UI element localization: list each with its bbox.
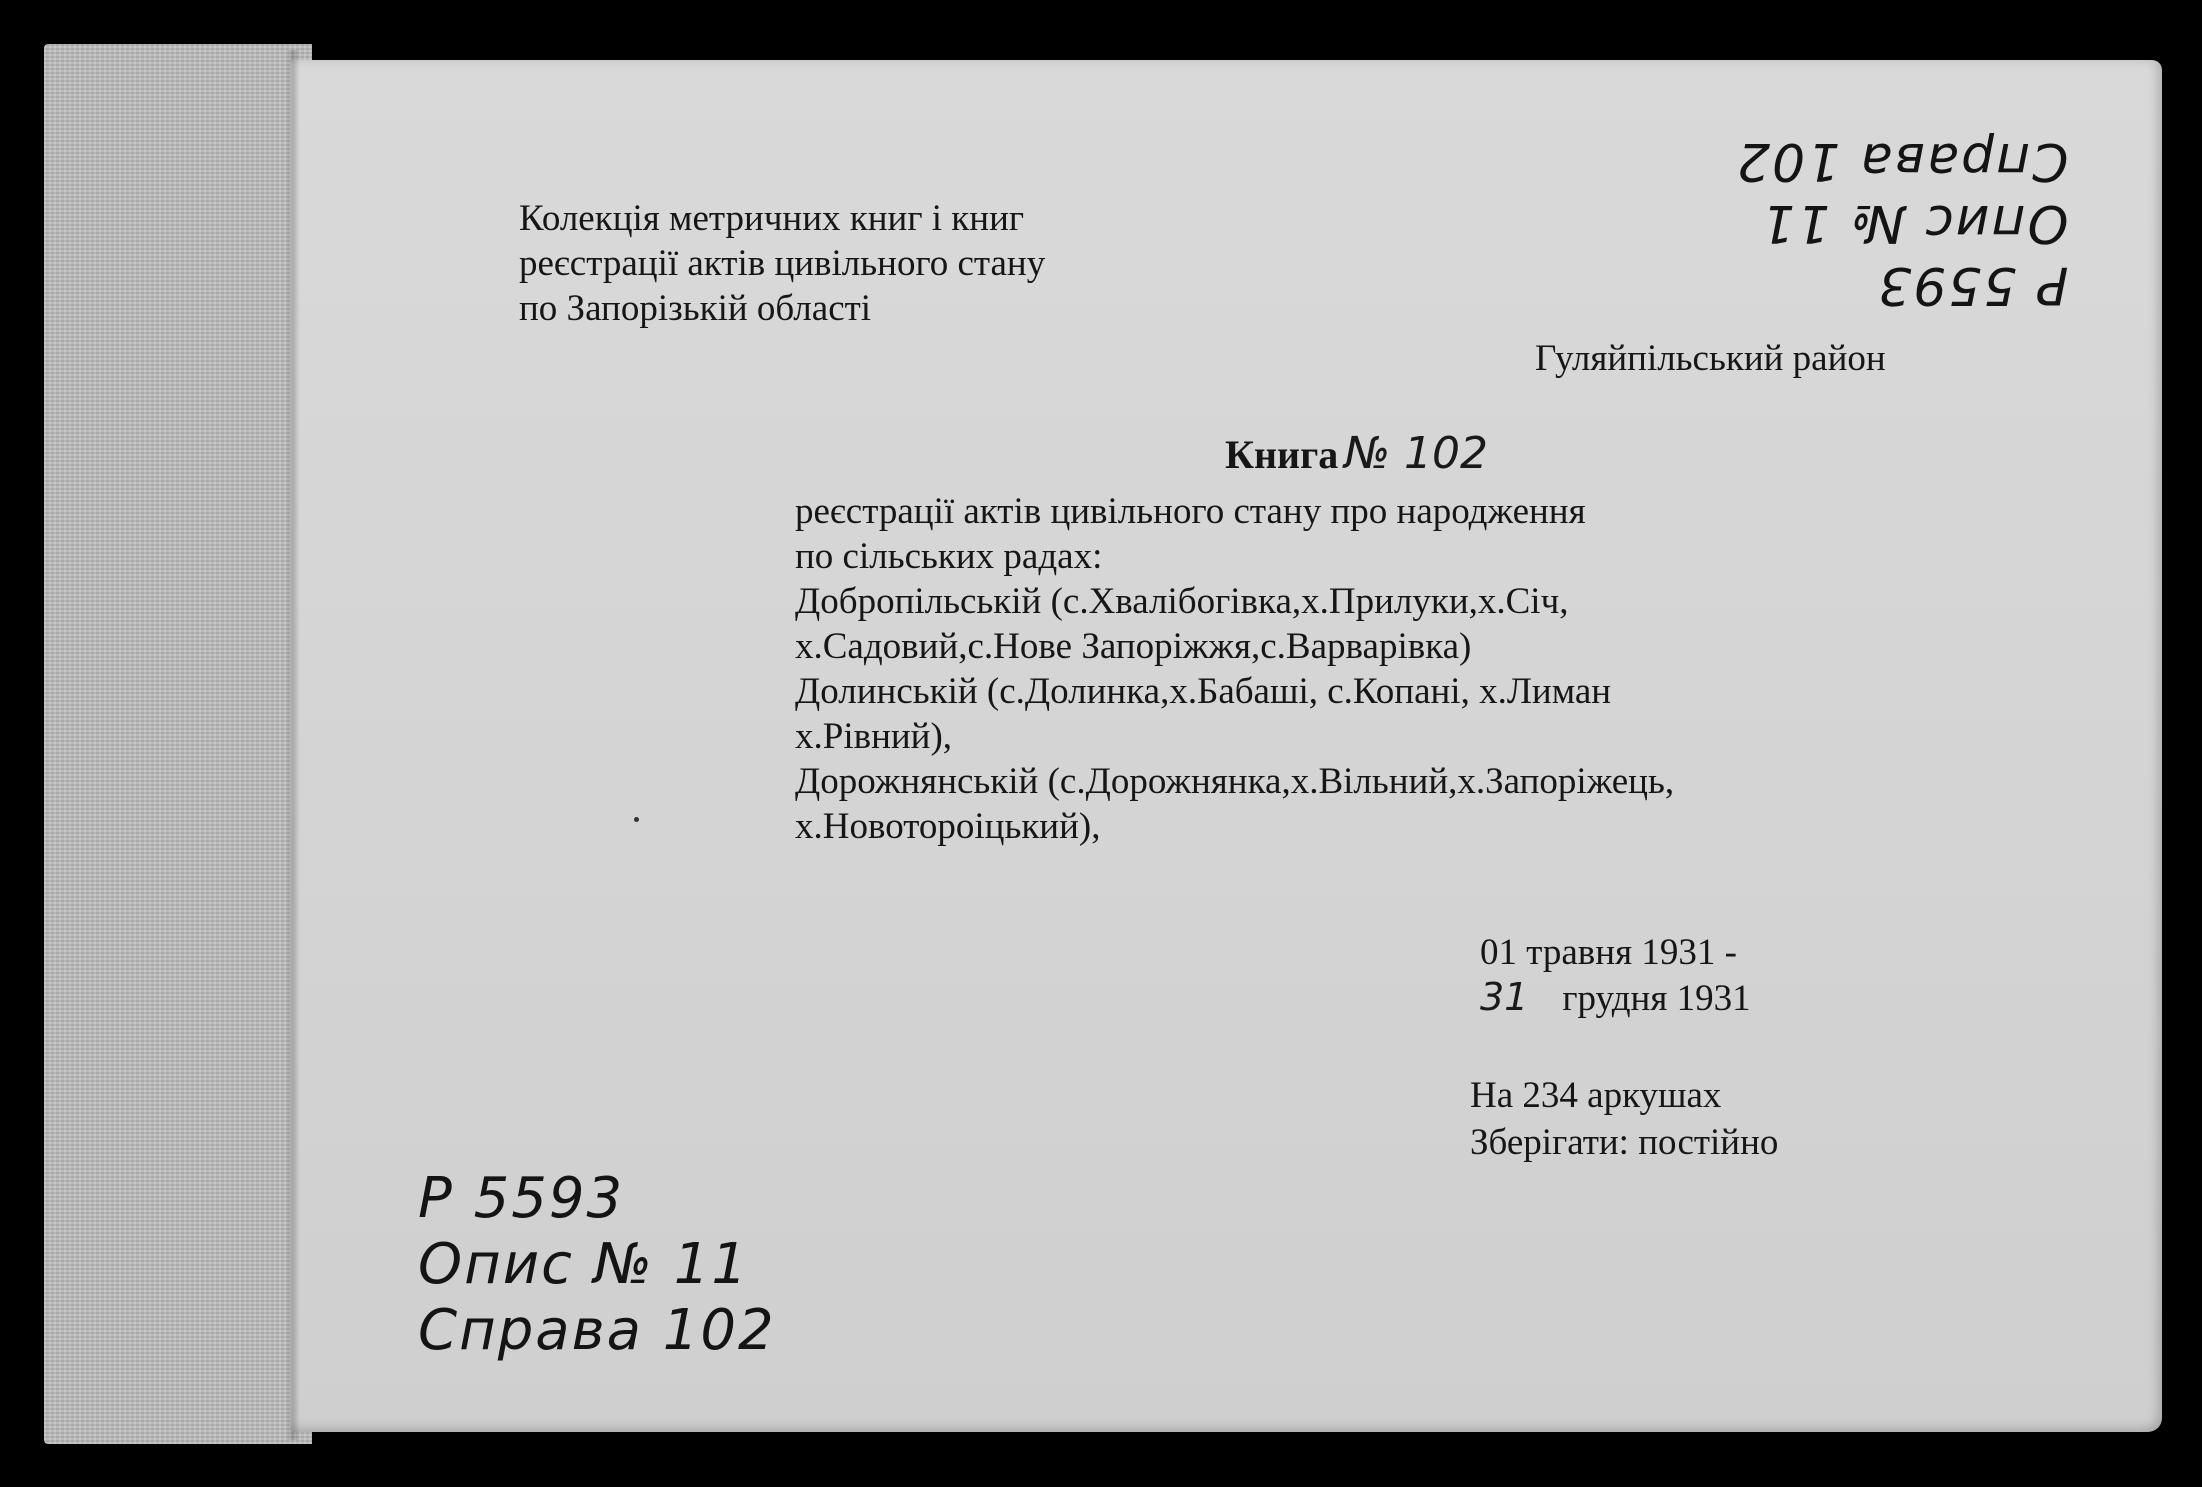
archive-file: Справа 102 <box>1735 131 2069 191</box>
book-heading <box>1225 428 1488 479</box>
date-end-rest: грудня 1931 <box>1562 978 1751 1019</box>
description-line: х.Рівний), <box>795 716 953 757</box>
collection-title <box>519 196 1045 331</box>
description-line: реєстрації актів цивільного стану про народження <box>795 491 1586 532</box>
archive-inventory: Опис № 11 <box>418 1232 749 1297</box>
archive-fund: Р 5593 <box>1876 255 2069 315</box>
collection-line: реєстрації актів цивільного стану <box>519 243 1046 284</box>
storage-term: Зберігати: постійно <box>1470 1122 1779 1163</box>
description-line: по сільських радах: <box>795 536 1103 577</box>
book-label: Книга <box>1225 432 1339 477</box>
description-line: Добропільській (с.Хвалібогівка,х.Прилуки,х.Січ, <box>795 581 1569 622</box>
district-name: Гуляйпільський район <box>1535 338 1886 379</box>
date-start: 01 травня 1931 - <box>1480 932 1737 973</box>
archive-file: Справа 102 <box>418 1298 776 1363</box>
collection-line: по Запорізькій області <box>519 288 872 329</box>
registration-description <box>795 489 1674 849</box>
archive-reference-handwritten <box>418 1166 776 1364</box>
cloth-spine <box>44 44 312 1444</box>
sheet-count: На 234 аркушах <box>1470 1075 1722 1116</box>
description-line: Долинській (с.Долинка,х.Бабаші, с.Копані, х.Лиман <box>795 671 1612 712</box>
archive-inventory: Опис № 11 <box>1759 193 2069 253</box>
description-line: х.Новотороіцький), <box>795 806 1101 847</box>
description-line: Дорожнянській (с.Дорожнянка,х.Вільний,х.Запоріжець, <box>795 761 1675 802</box>
book-number-handwritten: № 102 <box>1344 428 1488 479</box>
collection-line: Колекція метричних книг і книг <box>519 198 1025 239</box>
archive-fund: Р 5593 <box>418 1166 625 1231</box>
archive-reference-upside-down <box>1735 130 2068 316</box>
date-end <box>1480 975 1751 1021</box>
date-end-day-handwritten: 31 <box>1480 975 1529 1019</box>
spine-shadow <box>286 50 300 1440</box>
speck <box>634 817 639 822</box>
description-line: х.Садовий,с.Нове Запоріжжя,с.Варварівка) <box>795 626 1472 667</box>
